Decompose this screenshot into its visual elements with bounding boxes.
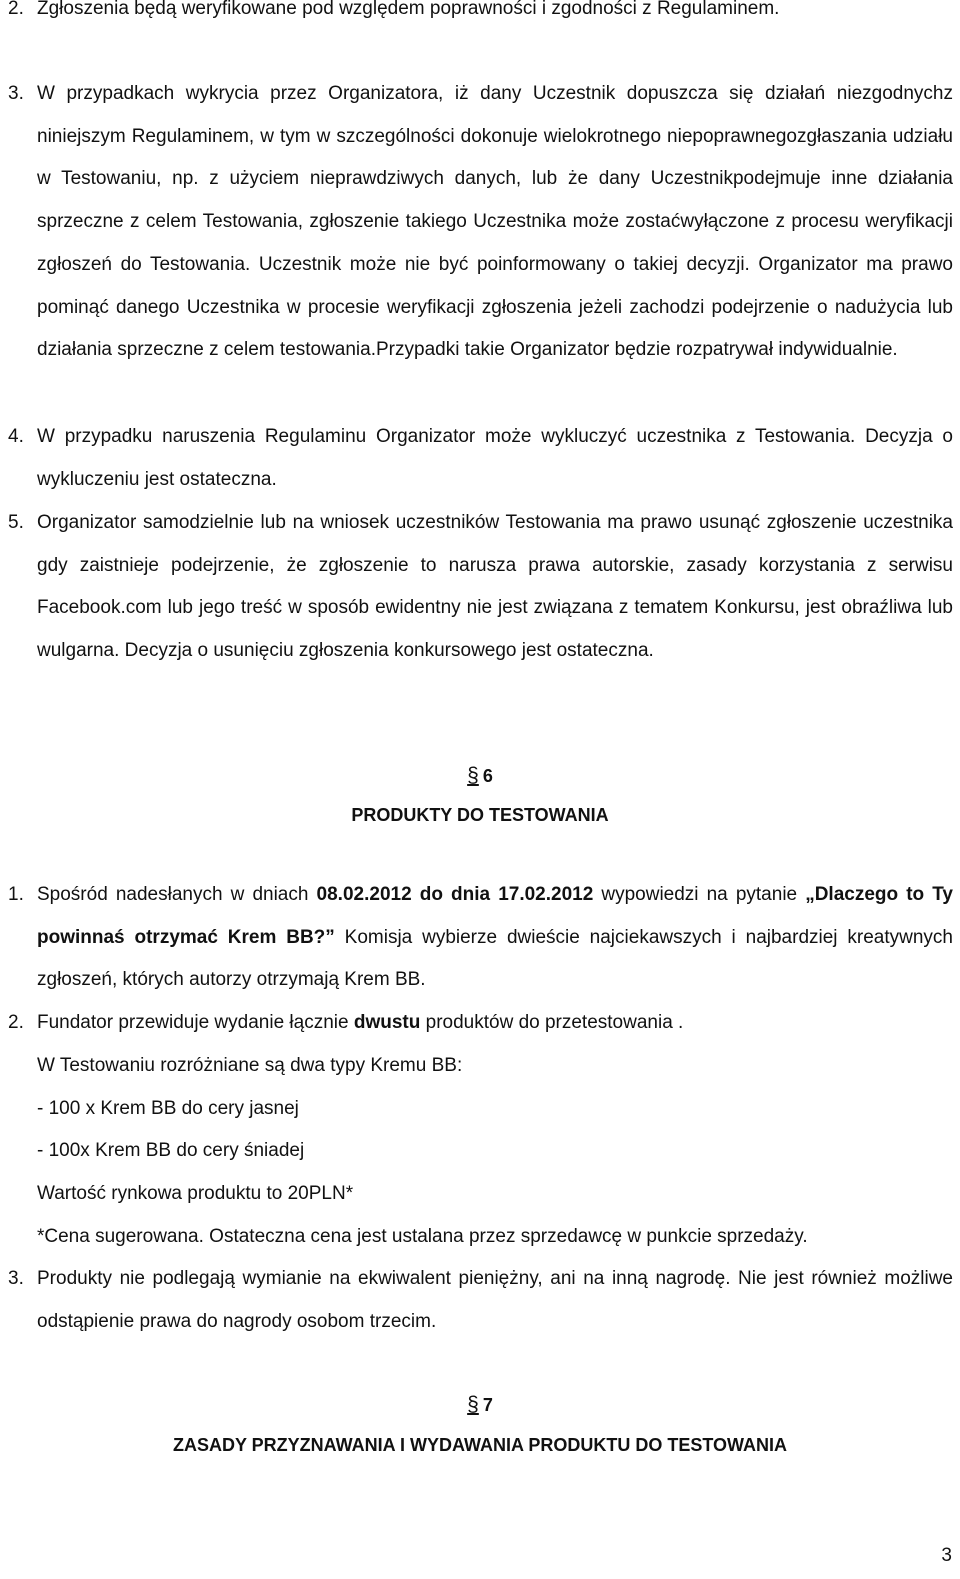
item-line: *Cena sugerowana. Ostateczna cena jest ustalana przez sprzedawcę w punkcie sprzedaży.	[37, 1226, 808, 1247]
date-from: 08.02.2012	[316, 884, 412, 905]
item-text: Organizator samodzielnie lub na wniosek uczestników Testowania ma prawo usunąć zgłoszenie uczestnika gdy zaistnieje podejrzenie, że zgłoszenie to narusza prawa autorskie, zasady korzystania z serwisu Facebook.com lub jego treść w sposób ewidentny nie jest związana z tematem Konkursu, jest obraźliwa lub wulgarna. Decyzja o usunięciu zgłoszenia konkursowego jest ostateczna.	[37, 512, 953, 662]
bold-count: dwustu	[353, 1012, 421, 1033]
item-text: W przypadkach wykrycia przez Organizatora, iż dany Uczestnik dopuszcza się działań niezgodnychz niniejszym Regulaminem, w tym w szczególności dokonuje wielokrotnego niepoprawnegozgłaszania udziału w Testowaniu, np. z użyciem nieprawdziwych danych, lub że dany Uczestnikpodejmuje inne działania sprzeczne z celem Testowania, zgłoszenie takiego Uczestnika może zostaćwyłączone z procesu weryfikacji zgłoszeń do Testowania. Uczestnik może nie być poinformowany o takiej decyzji. Organizator ma prawo pominąć danego Uczestnika w procesie weryfikacji zgłoszenia jeżeli zachodzi podejrzenie o nadużycia lub działania sprzeczne z celem testowania.Przypadki takie Organizator będzie rozpatrywał indywidualnie.	[37, 83, 953, 361]
paragraph-symbol: §	[467, 1393, 479, 1416]
item-line: Wartość rynkowa produktu to 20PLN*	[37, 1183, 354, 1204]
item-number: 3.	[8, 83, 24, 104]
item-line: - 100x Krem BB do cery śniadej	[37, 1140, 305, 1161]
item-number: 5.	[8, 512, 24, 533]
page-number: 3	[941, 1545, 952, 1566]
item-line: W Testowaniu rozróżniane są dwa typy Kremu BB:	[37, 1055, 463, 1076]
section-number-value: 6	[482, 766, 493, 786]
item-number: 2.	[8, 0, 24, 19]
paragraph-symbol: §	[467, 764, 479, 787]
item-text: Produkty nie podlegają wymianie na ekwiwalent pieniężny, ani na inną nagrodę. Nie jest również możliwe odstąpienie prawa do nagrody osobom trzecim.	[37, 1268, 953, 1332]
item-number: 2.	[8, 1012, 24, 1033]
item-line: - 100 x Krem BB do cery jasnej	[37, 1098, 299, 1119]
item-text: W przypadku naruszenia Regulaminu Organizator może wykluczyć uczestnika z Testowania. Decyzja o wykluczeniu jest ostateczna.	[37, 426, 953, 490]
section-title: ZASADY PRZYZNAWANIA I WYDAWANIA PRODUKTU DO TESTOWANIA	[172, 1435, 787, 1455]
text-segment: produktów do przetestowania .	[420, 1012, 684, 1033]
text-segment: do dnia	[411, 884, 499, 905]
date-to: 17.02.2012	[498, 884, 594, 905]
item-number: 4.	[8, 426, 24, 447]
text-segment: Spośród nadesłanych w dniach	[37, 884, 317, 905]
section-title: PRODUKTY DO TESTOWANIA	[351, 805, 609, 825]
text-segment: wypowiedzi na pytanie	[593, 884, 806, 905]
text-segment: Fundator przewiduje wydanie łącznie	[37, 1012, 354, 1033]
item-text	[37, 1002, 953, 1045]
item-text: Zgłoszenia będą weryfikowane pod względem poprawności i zgodności z Regulaminem.	[37, 0, 780, 19]
item-text	[37, 874, 953, 1002]
section-number	[0, 1393, 960, 1417]
item-number: 3.	[8, 1268, 24, 1289]
text-segment: Komisja wybierze dwieście najciekawszych i najbardziej kreatywnych zgłoszeń, których autorzy otrzymają Krem BB.	[37, 926, 953, 991]
question: „Dlaczego to Ty powinnaś otrzymać Krem BB?”	[37, 884, 953, 948]
item-number: 1.	[8, 884, 24, 905]
section-number	[0, 764, 960, 788]
section-number-value: 7	[482, 1395, 493, 1415]
